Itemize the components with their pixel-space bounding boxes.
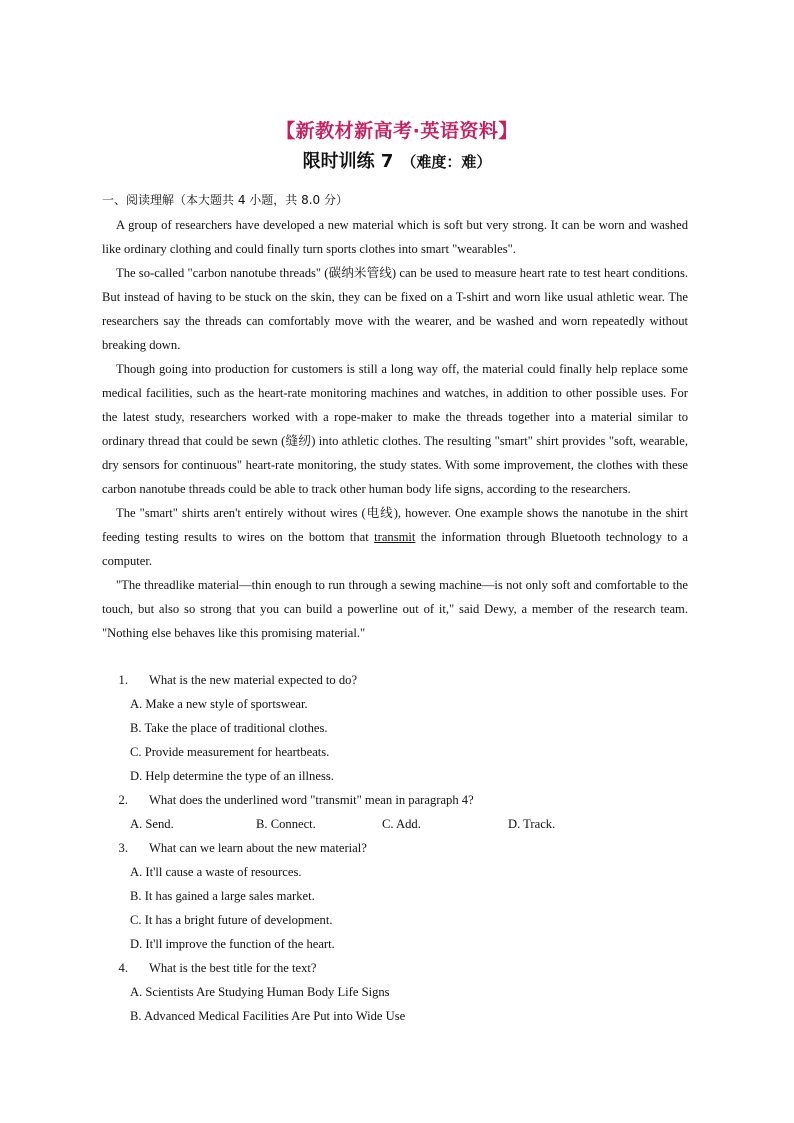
- option-a[interactable]: A. Scientists Are Studying Human Body Life Signs: [130, 985, 390, 999]
- option-b[interactable]: B. It has gained a large sales market.: [130, 889, 315, 903]
- question-2: [102, 788, 702, 836]
- page-title: [0, 147, 794, 173]
- question-number: 2.: [118, 793, 128, 807]
- question-text: What is the new material expected to do?: [149, 673, 358, 687]
- option-d[interactable]: D. It'll improve the function of the heart.: [130, 937, 335, 951]
- reading-passage: [102, 213, 688, 645]
- title-text: 限时训练 7: [302, 151, 394, 172]
- option-a[interactable]: A. Send.: [130, 817, 174, 831]
- question-text: What does the underlined word "transmit" mean in paragraph 4?: [149, 793, 474, 807]
- option-a[interactable]: A. It'll cause a waste of resources.: [130, 865, 302, 879]
- option-b[interactable]: B. Connect.: [256, 817, 316, 831]
- paragraph-5: "The threadlike material—thin enough to run through a sewing machine—is not only soft and comfortable to the touch, but also so strong that you can build a powerline out of it," said Dewy, a member of the research team. "Nothing else behaves like this promising material.": [102, 578, 688, 640]
- paragraph-4: [102, 501, 688, 573]
- question-stem: [102, 956, 702, 980]
- option-b[interactable]: B. Take the place of traditional clothes.: [130, 721, 328, 735]
- paragraph-2: The so-called "carbon nanotube threads" (碳纳米管线) can be used to measure heart rate to test heart conditions. But instead of having to be stuck on the skin, they can be fixed on a T-shirt and worn like usual athletic wear. The researchers say the threads can comfortably move with the wearer, and be washed and worn repeatedly without breaking down.: [102, 266, 688, 352]
- option-b[interactable]: B. Advanced Medical Facilities Are Put into Wide Use: [130, 1009, 406, 1023]
- question-text: What is the best title for the text?: [149, 961, 317, 975]
- paragraph-4-before: The "smart" shirts aren't entirely without wires (电线), however. One example shows the nanotube in the shirt feeding testing results to wires on the bottom that: [102, 506, 688, 544]
- question-stem: [102, 836, 702, 860]
- question-number: 4.: [118, 961, 128, 975]
- option-d[interactable]: D. Track.: [508, 817, 556, 831]
- section-heading: 一、阅读理解（本大题共 4 小题，共 8.0 分）: [102, 193, 348, 207]
- difficulty-label: （难度：难）: [401, 153, 492, 171]
- option-c[interactable]: C. It has a bright future of development.: [130, 913, 333, 927]
- question-number: 1.: [118, 673, 128, 687]
- question-text: What can we learn about the new material?: [149, 841, 367, 855]
- option-c[interactable]: C. Add.: [382, 817, 421, 831]
- paragraph-3: Though going into production for customers is still a long way off, the material could finally help replace some medical facilities, such as the heart-rate monitoring machines and watches, in addition to other possible uses. For the latest study, researchers worked with a rope-maker to make the threads together into a material similar to ordinary thread that could be sewn (缝纫) into athletic clothes. The resulting "smart" shirt provides "soft, wearable, dry sensors for continuous" heart-rate monitoring, the study states. With some improvement, the clothes with these carbon nanotube threads could be able to track other human body life signs, according to the researchers.: [102, 362, 688, 496]
- underlined-word: transmit: [374, 530, 416, 544]
- option-c[interactable]: C. Provide measurement for heartbeats.: [130, 745, 330, 759]
- question-3: [102, 836, 702, 956]
- banner-title: 【新教材新高考·英语资料】: [276, 120, 518, 142]
- question-stem: [102, 788, 702, 812]
- question-1: [102, 668, 702, 788]
- question-4: [102, 956, 702, 1028]
- paragraph-4-after: the information through Bluetooth technology to a computer.: [102, 530, 688, 568]
- paragraph-1: A group of researchers have developed a new material which is soft but very strong. It can be worn and washed like ordinary clothing and could finally turn sports clothes into smart "wearables".: [102, 218, 688, 256]
- question-number: 3.: [118, 841, 128, 855]
- option-d[interactable]: D. Help determine the type of an illness.: [130, 769, 334, 783]
- option-a[interactable]: A. Make a new style of sportswear.: [130, 697, 308, 711]
- question-stem: [102, 668, 702, 692]
- options-row: [102, 812, 702, 836]
